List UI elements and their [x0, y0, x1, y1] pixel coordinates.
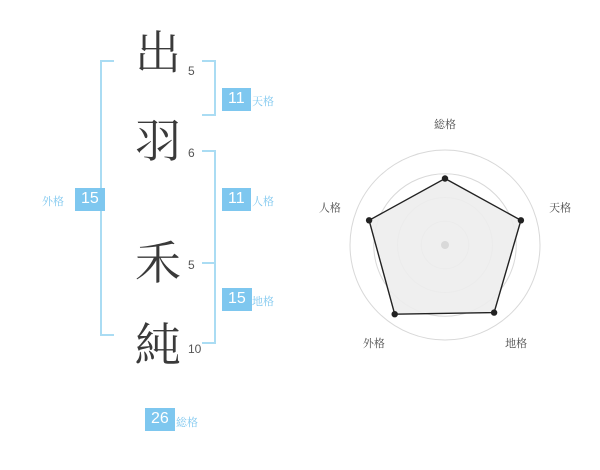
- name-character-1: 出: [135, 26, 181, 80]
- stroke-count-2: 6: [188, 146, 195, 160]
- radar-axis-label: 人格: [318, 202, 341, 215]
- tenkaku-bracket: [202, 60, 216, 116]
- radar-axis-label: 総格: [434, 119, 456, 131]
- soukaku-value: 26: [145, 408, 175, 431]
- stroke-count-1: 5: [188, 64, 195, 78]
- radar-axis-label: 天格: [549, 202, 572, 215]
- gaikaku-label: 外格: [42, 196, 64, 208]
- chikaku-bracket: [202, 262, 216, 344]
- soukaku-label: 総格: [176, 417, 198, 429]
- radar-chart-panel: [300, 0, 600, 470]
- stroke-count-4: 10: [188, 342, 202, 356]
- jinkaku-label: 人格: [252, 196, 274, 208]
- chikaku-label: 地格: [252, 296, 274, 308]
- gaikaku-value: 15: [75, 188, 105, 211]
- radar-center-dot: [441, 241, 449, 249]
- tenkaku-label: 天格: [252, 96, 274, 108]
- stroke-count-3: 5: [188, 258, 195, 272]
- radar-axis-label: 外格: [362, 337, 385, 350]
- radar-chart: [300, 85, 600, 385]
- name-character-2: 羽: [135, 114, 181, 168]
- jinkaku-bracket: [202, 150, 216, 264]
- radar-axis-label: 地格: [505, 337, 528, 350]
- name-character-3: 禾: [135, 236, 181, 290]
- tenkaku-value: 11: [222, 88, 251, 111]
- chikaku-value: 15: [222, 288, 252, 311]
- jinkaku-value: 11: [222, 188, 251, 211]
- name-character-4: 純: [135, 318, 181, 372]
